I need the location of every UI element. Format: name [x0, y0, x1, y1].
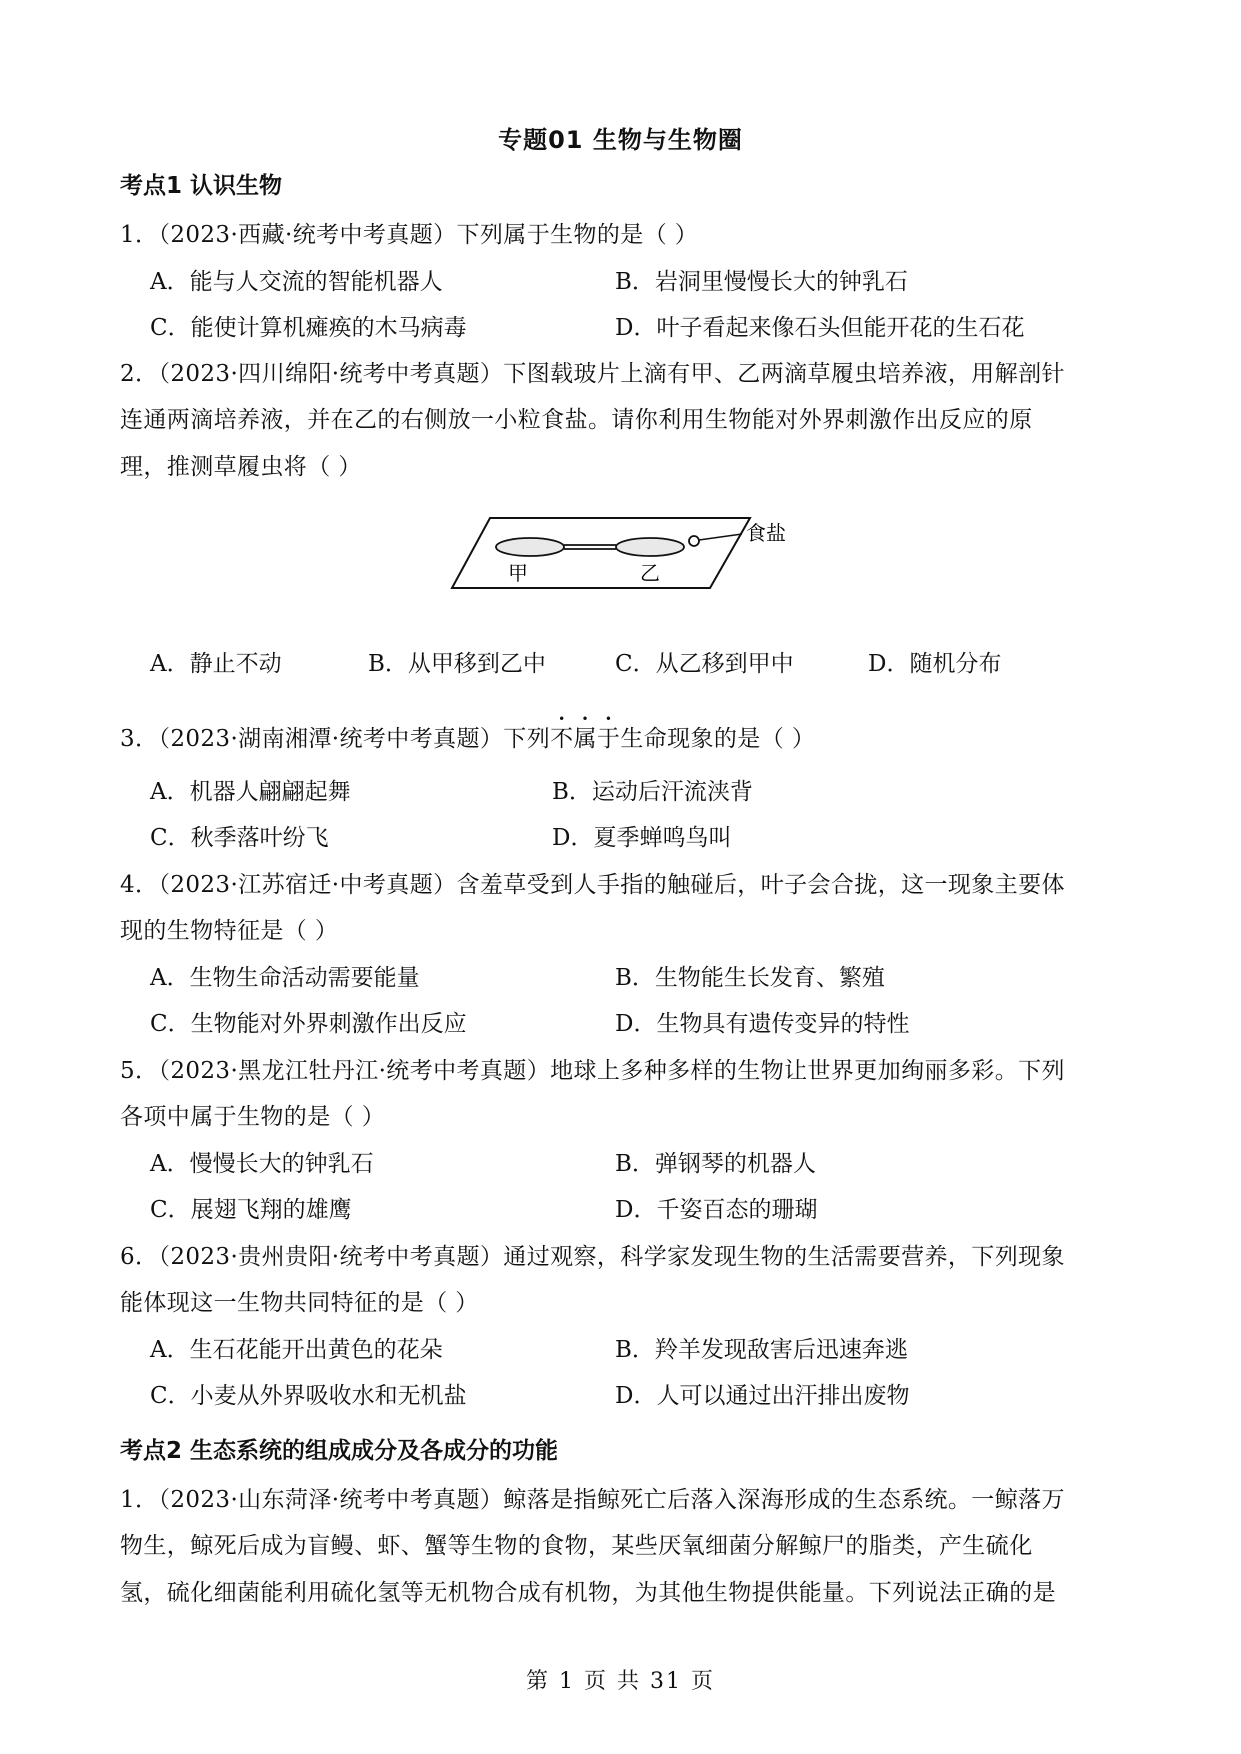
option-c: C．小麦从外界吸收水和无机盐 [150, 1383, 467, 1409]
option-b: B．弹钢琴的机器人 [615, 1151, 816, 1177]
question-source: （2023·贵州贵阳·统考中考真题） [158, 1244, 504, 1270]
question-stem: 地球上多种多样的生物让世界更加绚丽多彩。下列 [550, 1058, 1065, 1084]
option-d: D．叶子看起来像石头但能开花的生石花 [615, 315, 1025, 341]
section-2-question-1-line-2: 物生，鲸死后成为盲鳗、虾、蟹等生物的食物，某些厌氧细菌分解鲸尸的脂类，产生硫化 [120, 1533, 1033, 1559]
option-b: B．羚羊发现敌害后迅速奔逃 [615, 1337, 908, 1363]
section-heading-1: 考点1 认识生物 [120, 173, 283, 199]
question-stem-before: 下列 [503, 726, 551, 752]
label-jia: 甲 [508, 561, 528, 585]
question-2-line-1 [120, 358, 1130, 390]
drop-yi [616, 538, 684, 556]
option-a: A．静止不动 [150, 651, 282, 677]
glass-slide [452, 518, 750, 588]
microscope-slide-figure [450, 512, 800, 592]
question-stem: 通过观察，科学家发现生物的生活需要营养，下列现象 [503, 1244, 1065, 1270]
question-source: （2023·四川绵阳·统考中考真题） [158, 361, 504, 387]
page-footer: 第 1 页 共 31 页 [526, 1669, 715, 1694]
page-title: 专题01 生物与生物圈 [498, 126, 743, 154]
option-d: D．生物具有遗传变异的特性 [615, 1011, 910, 1037]
question-number: 1． [120, 222, 159, 248]
question-stem: 含羞草受到人手指的触碰后，叶子会合拢，这一现象主要体 [456, 872, 1065, 898]
option-b: B．运动后汗流浃背 [552, 779, 753, 805]
option-c: C．生物能对外界刺激作出反应 [150, 1011, 467, 1037]
question-number: 2． [120, 361, 159, 387]
option-a: A．能与人交流的智能机器人 [150, 269, 443, 295]
question-6-line-1 [120, 1241, 1130, 1273]
emphasized-keyword: 不属于 [550, 726, 621, 752]
option-d: D．人可以通过出汗排出废物 [615, 1383, 910, 1409]
question-number: 1． [120, 1487, 159, 1513]
section-2-question-1-line-3: 氢，硫化细菌能利用硫化氢等无机物合成有机物，为其他生物提供能量。下列说法正确的是 [120, 1580, 1056, 1606]
section-heading-2: 考点2 生态系统的组成成分及各成分的功能 [120, 1438, 559, 1464]
option-c: C．能使计算机瘫痪的木马病毒 [150, 315, 467, 341]
question-6-line-2: 能体现这一生物共同特征的是（ ） [120, 1290, 479, 1316]
option-c: C．展翅飞翔的雄鹰 [150, 1197, 352, 1223]
question-source: （2023·湖南湘潭·统考中考真题） [158, 726, 504, 752]
salt-grain [689, 536, 699, 546]
question-stem-after: 生命现象的是（ ） [620, 726, 816, 752]
question-4-line-2: 现的生物特征是（ ） [120, 918, 339, 944]
option-a: A．慢慢长大的钟乳石 [150, 1151, 374, 1177]
option-a: A．机器人翩翩起舞 [150, 779, 351, 805]
option-a: A．生石花能开出黄色的花朵 [150, 1337, 443, 1363]
question-stem: 鲸落是指鲸死亡后落入深海形成的生态系统。一鲸落万 [503, 1487, 1065, 1513]
option-b: B．生物能生长发育、繁殖 [615, 965, 885, 991]
question-2-line-3: 理，推测草履虫将（ ） [120, 454, 362, 480]
option-d: D．夏季蝉鸣鸟叫 [552, 825, 732, 851]
question-number: 3． [120, 726, 159, 752]
question-source: （2023·西藏·统考中考真题） [158, 222, 457, 248]
option-d: D．随机分布 [868, 651, 1002, 677]
option-c: C．从乙移到甲中 [615, 651, 794, 677]
question-number: 6． [120, 1244, 159, 1270]
question-1-line-1 [120, 219, 1130, 251]
option-b: B．从甲移到乙中 [368, 651, 546, 677]
question-3-line-1 [120, 712, 1130, 755]
question-stem: 下列属于生物的是（ ） [456, 222, 699, 248]
option-b: B．岩洞里慢慢长大的钟乳石 [615, 269, 908, 295]
option-d: D．千姿百态的珊瑚 [615, 1197, 818, 1223]
label-salt: 食盐 [746, 521, 786, 545]
question-2-line-2: 连通两滴培养液，并在乙的右侧放一小粒食盐。请你利用生物能对外界刺激作出反应的原 [120, 407, 1033, 433]
drop-jia [496, 538, 564, 556]
question-source: （2023·黑龙江牡丹江·统考中考真题） [158, 1058, 551, 1084]
question-source: （2023·江苏宿迁·中考真题） [158, 872, 457, 898]
question-4-line-1 [120, 869, 1130, 901]
option-c: C．秋季落叶纷飞 [150, 825, 329, 851]
option-a: A．生物生命活动需要能量 [150, 965, 420, 991]
question-number: 4． [120, 872, 159, 898]
section-2-question-1-line-1 [120, 1484, 1130, 1516]
question-number: 5． [120, 1058, 159, 1084]
question-stem: 下图载玻片上滴有甲、乙两滴草履虫培养液，用解剖针 [503, 361, 1065, 387]
label-yi: 乙 [640, 561, 660, 585]
question-5-line-1 [120, 1055, 1130, 1087]
question-5-line-2: 各项中属于生物的是（ ） [120, 1104, 386, 1130]
question-source: （2023·山东菏泽·统考中考真题） [158, 1487, 504, 1513]
salt-pointer-line [699, 534, 742, 540]
